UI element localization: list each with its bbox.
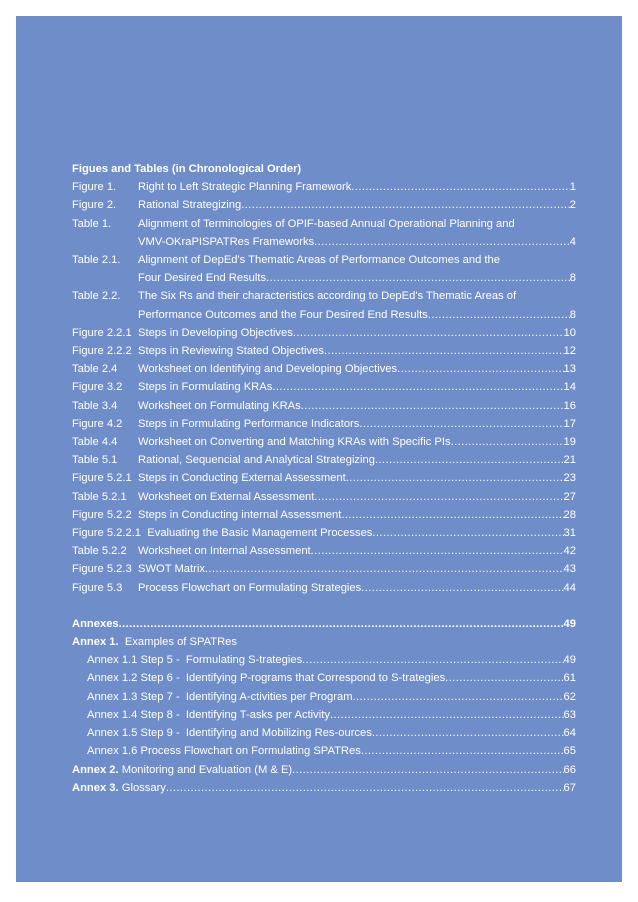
entry-page: 67 [563,781,576,794]
entry-label: Table 5.2.1 [72,490,127,503]
leader-dots [375,451,564,469]
leader-dots [314,233,570,251]
toc-entry[interactable] [72,196,576,214]
entry-label: Figure 5.2.3 [72,563,132,576]
entry-title: Glossary [121,781,166,794]
entry-label: Figure 5.2.2 [72,508,132,521]
entry-title: Steps in Formulating Performance Indicators [138,417,360,430]
table-of-contents [72,160,576,797]
entry-label: Figure 3.2 [72,381,123,394]
toc-entry-annex-3[interactable] [72,779,576,797]
leader-dots [272,378,563,396]
leader-dots [311,542,564,560]
entry-page: 21 [563,454,576,467]
leader-dots [119,615,564,633]
leader-dots [428,306,570,324]
entry-page: 31 [563,527,576,540]
entry-title: Evaluating the Basic Management Processes [147,527,373,540]
toc-entry[interactable] [72,415,576,433]
toc-entry[interactable] [72,524,576,542]
entry-page: 12 [563,345,576,358]
entry-title: Alignment of DepEd's Thematic Areas of Performance Outcomes and the [138,254,500,267]
leader-dots [397,360,563,378]
leader-dots [445,669,563,687]
entry-page: 66 [563,763,576,776]
entry-label: Table 4.4 [72,436,118,449]
leader-dots [353,688,564,706]
toc-entry[interactable] [72,178,576,196]
toc-entry[interactable] [72,706,576,724]
leader-dots [346,469,564,487]
toc-entry[interactable] [72,488,576,506]
toc-entry-annex-2[interactable] [72,761,576,779]
entry-label: Table 2.4 [72,363,118,376]
entry-title: VMV-OKraPISPATRes Frameworks [138,235,315,248]
entry-title: Steps in Formulating KRAs [138,381,273,394]
entry-page: 8 [569,308,576,321]
entry-page: 62 [563,690,576,703]
toc-entry[interactable] [72,542,576,560]
toc-entry-annex-1[interactable] [72,633,576,651]
entry-label: Annex 2. [72,763,119,776]
toc-entry[interactable] [72,469,576,487]
entry-label: Figure 5.2.1 [72,472,132,485]
toc-entry[interactable] [72,251,576,269]
entry-title: Identifying P-rograms that Correspond to S-trategies [185,672,446,685]
entry-title: Worksheet on Identifying and Developing Objectives [138,363,398,376]
entry-page: 23 [563,472,576,485]
entry-label: Figure 2.2.2 [72,345,132,358]
entry-label: Figure 4.2 [72,417,123,430]
entry-title: Worksheet on Converting and Matching KRAs with Specific PIs [138,436,451,449]
entry-label: Annex 1. [72,636,119,649]
entry-page: 17 [563,417,576,430]
entry-title: Examples of SPATRes [124,636,237,649]
toc-entry[interactable] [72,342,576,360]
entry-label: Figure 5.3 [72,581,123,594]
entry-title: Identifying A-ctivities per Program [185,690,353,703]
toc-entry[interactable] [72,669,576,687]
entry-page: 10 [563,326,576,339]
entry-page: 13 [563,363,576,376]
entry-label: Annex 1.1 Step 5 - [87,654,180,667]
toc-entry-continued[interactable] [72,269,576,287]
entry-title: Process Flowchart on Formulating Strategies [138,581,362,594]
entry-title: Performance Outcomes and the Four Desired End Results [138,308,428,321]
leader-dots [166,779,564,797]
entry-page: 2 [569,199,576,212]
entry-page: 16 [563,399,576,412]
entry-label: Figure 2.2.1 [72,326,132,339]
entry-title: Steps in Conducting internal Assessment [138,508,342,521]
entry-title: Steps in Conducting External Assessment [138,472,346,485]
toc-entry[interactable] [72,215,576,233]
leader-dots [361,579,563,597]
entry-title: Identifying T-asks per Activity [185,708,330,721]
leader-dots [241,196,570,214]
toc-entry[interactable] [72,378,576,396]
entry-title: Alignment of Terminologies of OPIF-based Annual Operational Planning and [138,217,515,230]
leader-dots [293,324,564,342]
entry-label: Annex 1.2 Step 6 - [87,672,180,685]
entry-title: Worksheet on Formulating KRAs [138,399,301,412]
toc-entry[interactable] [72,324,576,342]
entry-label: Figure 1. [72,181,117,194]
toc-entry[interactable] [72,433,576,451]
leader-dots [359,415,563,433]
entry-title: Steps in Developing Objectives [138,326,293,339]
entry-label: Table 2.2. [72,290,121,303]
leader-dots [361,742,564,760]
entry-label: Annex 3. [72,781,119,794]
entry-page: 4 [569,235,576,248]
entry-page: 63 [563,708,576,721]
leader-dots [301,397,564,415]
leader-dots [314,488,563,506]
entry-page: 49 [563,617,576,630]
entry-label: Table 2.1. [72,254,121,267]
toc-entry[interactable] [72,742,576,760]
entry-page: 1 [569,181,576,194]
toc-entry[interactable] [72,360,576,378]
entry-title: Steps in Reviewing Stated Objectives [138,345,324,358]
toc-entry[interactable] [72,651,576,669]
entry-page: 14 [563,381,576,394]
entry-title: Process Flowchart on Formulating SPATRes [140,745,361,758]
toc-entry[interactable] [72,451,576,469]
leader-dots [324,342,564,360]
entry-label: Table 5.2.2 [72,545,127,558]
entry-page: 28 [563,508,576,521]
entry-page: 64 [563,727,576,740]
entry-label: Figure 2. [72,199,117,212]
entry-title: Right to Left Strategic Planning Framework [138,181,352,194]
entry-title: Identifying and Mobilizing Res-ources [185,727,372,740]
document-page [16,16,622,882]
entry-title: SWOT Matrix [138,563,205,576]
entry-title: Formulating S-trategies [185,654,303,667]
entry-title: Annexes [72,617,119,630]
toc-entry[interactable] [72,506,576,524]
toc-entry-annexes[interactable] [72,615,576,633]
entry-title: Rational Strategizing [138,199,242,212]
entry-label: Annex 1.5 Step 9 - [87,727,180,740]
entry-page: 44 [563,581,576,594]
entry-title: Four Desired End Results [138,272,267,285]
toc-entry[interactable] [72,397,576,415]
entry-title: Monitoring and Evaluation (M & E) [121,763,293,776]
entry-label: Figure 5.2.2.1 [72,527,142,540]
entry-page: 42 [563,545,576,558]
leader-dots [372,524,563,542]
entry-label: Table 1. [72,217,112,230]
leader-dots [330,706,564,724]
entry-title: The Six Rs and their characteristics according to DepEd's Thematic Areas of [138,290,517,303]
toc-entry[interactable] [72,560,576,578]
leader-dots [302,651,563,669]
toc-heading: Figues and Tables (in Chronological Order) [72,163,302,175]
entry-page: 8 [569,272,576,285]
leader-dots [341,506,563,524]
entry-page: 49 [563,654,576,667]
entry-page: 43 [563,563,576,576]
leader-dots [372,724,564,742]
entry-label: Annex 1.4 Step 8 - [87,708,180,721]
toc-entry-continued[interactable] [72,306,576,324]
leader-dots [266,269,570,287]
leader-dots [451,433,564,451]
entry-page: 65 [563,745,576,758]
toc-entry[interactable] [72,287,576,305]
entry-page: 19 [563,436,576,449]
leader-dots [351,178,569,196]
entry-page: 61 [563,672,576,685]
entry-title: Worksheet on Internal Assessment [138,545,311,558]
toc-entry-continued[interactable] [72,233,576,251]
toc-entry[interactable] [72,724,576,742]
entry-label: Annex 1.3 Step 7 - [87,690,180,703]
entry-page: 27 [563,490,576,503]
entry-title: Worksheet on External Assessment [138,490,315,503]
toc-entry[interactable] [72,688,576,706]
entry-title: Rational, Sequencial and Analytical Strategizing [138,454,375,467]
entry-label: Table 5.1 [72,454,118,467]
toc-entry[interactable] [72,579,576,597]
leader-dots [292,761,563,779]
entry-label: Annex 1.6 [87,745,138,758]
leader-dots [205,560,564,578]
spacer [72,597,576,615]
entry-label: Table 3.4 [72,399,118,412]
